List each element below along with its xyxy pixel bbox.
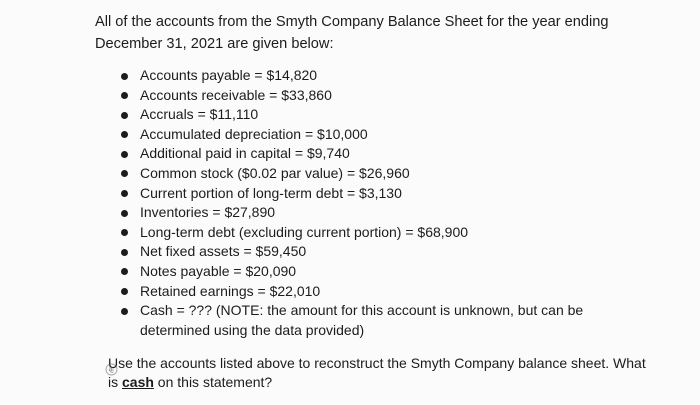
cash-line-1: Cash = ??? (NOTE: the amount for this account is unknown, but can be — [140, 302, 584, 319]
bullet-icon — [121, 190, 128, 197]
account-item — [118, 105, 678, 125]
question-text — [108, 354, 688, 392]
account-text: Accounts payable = $14,820 — [140, 67, 318, 83]
account-item — [118, 86, 678, 106]
account-text: Notes payable = $20,090 — [140, 262, 297, 279]
question-line-2-suffix: on this statement? — [153, 374, 273, 390]
intro-line-2: December 31, 2021 are given below: — [95, 36, 334, 52]
account-text: Common stock ($0.02 par value) = $26,960 — [140, 164, 410, 181]
bullet-icon — [121, 249, 128, 256]
bullet-icon — [121, 131, 128, 138]
bullet-icon — [121, 268, 128, 275]
intro-line-1: All of the accounts from the Smyth Company Balance Sheet for the year ending — [95, 14, 609, 30]
account-text: Accounts receivable = $33,860 — [140, 86, 332, 103]
question-emphasis: cash — [122, 374, 154, 390]
account-item — [118, 223, 678, 243]
account-text: Retained earnings = $22,010 — [140, 282, 321, 299]
account-item — [118, 144, 678, 164]
account-list — [118, 66, 678, 340]
bullet-icon — [121, 308, 128, 315]
question-line-1: Use the accounts listed above to reconstruct the Smyth Company balance sheet. What — [108, 355, 646, 371]
cash-account-item — [118, 301, 678, 340]
account-text: Additional paid in capital = $9,740 — [140, 145, 350, 162]
account-item — [118, 184, 678, 204]
account-item — [118, 164, 678, 184]
account-item — [118, 203, 678, 223]
bullet-icon — [121, 210, 128, 217]
cash-line-2: determined using the data provided) — [140, 321, 365, 338]
bullet-icon — [121, 229, 128, 236]
bullet-icon — [121, 92, 128, 99]
account-item — [118, 282, 678, 302]
account-item — [118, 125, 678, 145]
account-text: Inventories = $27,890 — [140, 204, 276, 221]
bullet-icon — [121, 288, 128, 295]
account-text: Current portion of long-term debt = $3,130 — [140, 184, 402, 201]
account-text: Net fixed assets = $59,450 — [140, 243, 307, 260]
account-item — [118, 262, 678, 282]
account-item — [118, 66, 678, 86]
problem-intro — [95, 11, 685, 55]
account-item — [118, 242, 678, 262]
account-text: Accruals = $11,110 — [140, 106, 259, 123]
question-line-2-prefix: is — [108, 374, 122, 390]
account-text: Accumulated depreciation = $10,000 — [140, 125, 368, 142]
bullet-icon — [121, 112, 128, 119]
bullet-icon — [121, 73, 128, 80]
bullet-icon — [121, 151, 128, 158]
account-text: Long-term debt (excluding current portion) = $68,900 — [140, 223, 469, 240]
bullet-icon — [121, 170, 128, 177]
